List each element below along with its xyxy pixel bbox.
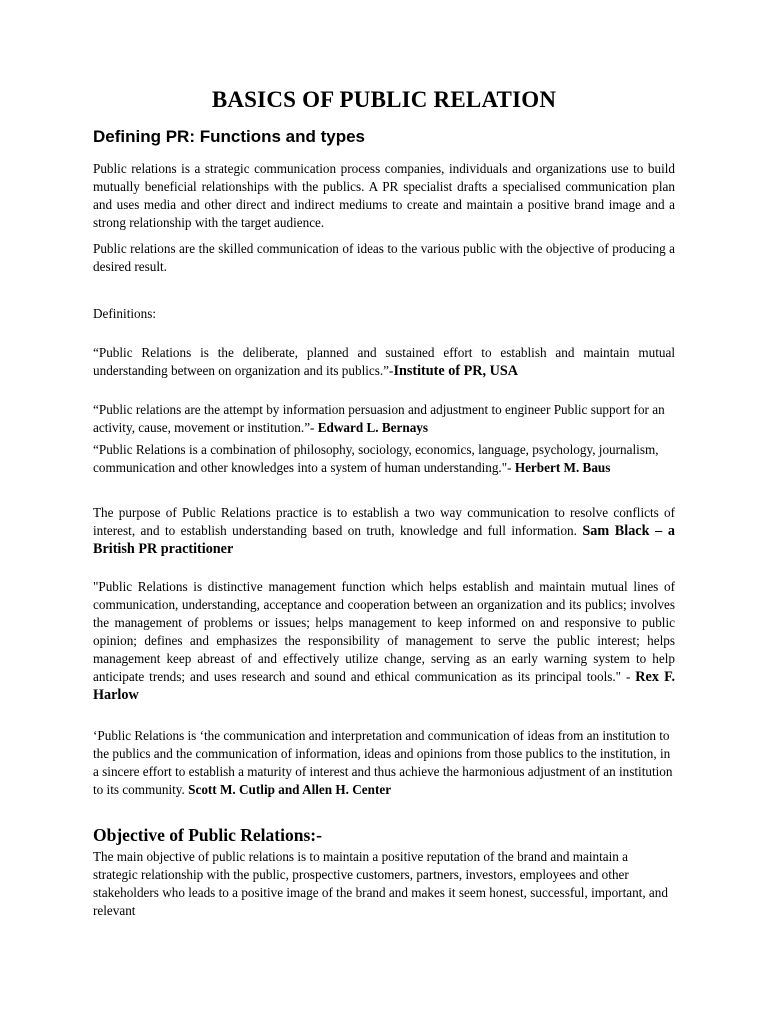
definition-author: Institute of PR, USA bbox=[393, 363, 518, 379]
paragraph-intro: Public relations is a strategic communication process companies, individuals and organizations use to build mutually beneficial relationships with the publics. A PR specialist drafts a specialised communication plan and uses media and other direct and indirect mediums to create and maintain a positive brand image and a strong relationship with the target audience. bbox=[93, 161, 675, 230]
definition-author: Rex F. Harlow bbox=[93, 669, 675, 703]
page-title: BASICS OF PUBLIC RELATION bbox=[211, 87, 557, 112]
definition-institute-pr bbox=[93, 344, 675, 380]
definition-sam-black bbox=[93, 504, 675, 558]
definition-text: “Public relations are the attempt by information persuasion and adjustment to engineer Public support for an activity, cause, movement or institution.”- bbox=[93, 402, 665, 435]
definition-text: The purpose of Public Relations practice is to establish a two way communication to resolve conflicts of interest, and to establish understanding based on truth, knowledge and full information. bbox=[93, 505, 675, 538]
definition-bernays bbox=[93, 401, 675, 437]
definition-harlow bbox=[93, 578, 675, 704]
definition-text: “Public Relations is a combination of philosophy, sociology, economics, language, psychology, journalism, communication and other knowledges into a system of human understanding."- bbox=[93, 442, 659, 475]
definition-author: Herbert M. Baus bbox=[514, 460, 611, 475]
definition-text: ‘Public Relations is ‘the communication and interpretation and communication of ideas from an institution to the publics and the communication of information, ideas and opinions from those publics to the institution, in a sincere effort to establish a maturity of interest and thus achieve the harmonious adjustment of an institution to its community. bbox=[93, 728, 673, 797]
definition-author: Edward L. Bernays bbox=[317, 420, 429, 435]
section-heading-objective: Objective of Public Relations:- bbox=[93, 825, 322, 845]
definition-text: “Public Relations is the deliberate, planned and sustained effort to establish and maintain mutual understanding between on organization and its publics.”- bbox=[93, 345, 675, 378]
definition-author: Scott M. Cutlip and Allen H. Center bbox=[188, 782, 392, 797]
definition-cutlip-center bbox=[93, 727, 675, 799]
definition-baus bbox=[93, 441, 675, 477]
definitions-label: Definitions: bbox=[93, 306, 157, 321]
paragraph-skilled-communication: Public relations are the skilled communication of ideas to the various public with the objective of producing a desired result. bbox=[93, 241, 675, 274]
definition-author: Sam Black – a British PR practitioner bbox=[93, 523, 675, 557]
section-heading-defining-pr: Defining PR: Functions and types bbox=[93, 127, 366, 146]
definition-text: "Public Relations is distinctive management function which helps establish and maintain mutual lines of communication, understanding, acceptance and cooperation between an organization and its publics; involves the management of problems or issues; helps management to keep informed on and responsive to public opinion; defines and emphasizes the responsibility of management to serve the public interest; helps management keep abreast of and effectively utilize change, serving as an early warning system to help anticipate trends; and uses research and sound and ethical communication as its principal tools." - bbox=[93, 579, 675, 684]
paragraph-objective: The main objective of public relations is to maintain a positive reputation of the brand and maintain a strategic relationship with the public, prospective customers, partners, investors, employees and other stakeholders who leads to a positive image of the brand and makes it seem honest, successful, important, and relevant bbox=[93, 849, 668, 918]
